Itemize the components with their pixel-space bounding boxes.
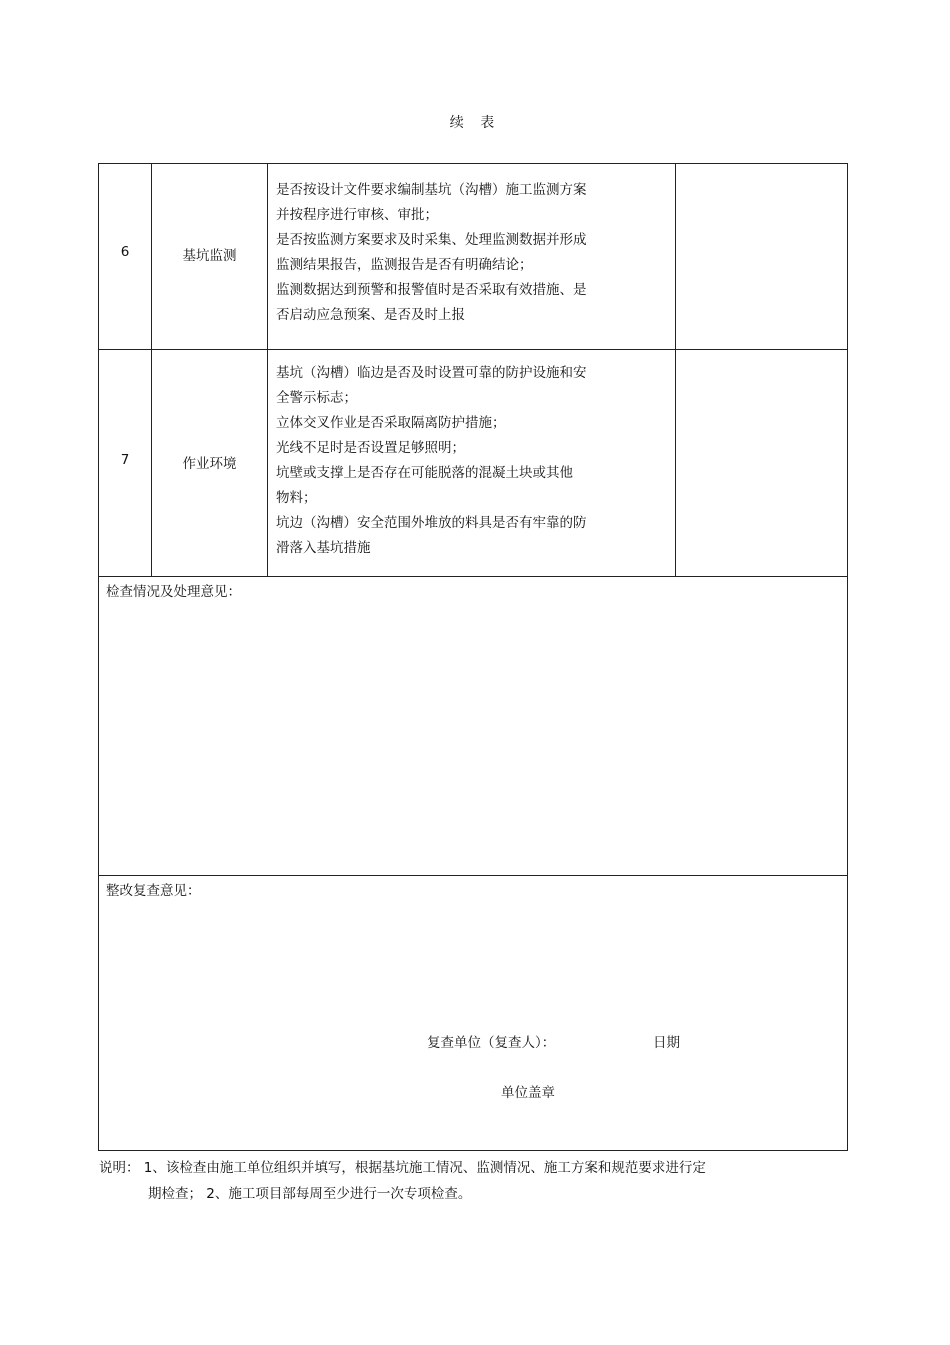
row-6-content-line: 是否按设计文件要求编制基坑（沟槽）施工监测方案 [276, 182, 587, 198]
inspection-table [98, 163, 848, 1151]
footnote-line-2: 期检查； 2、施工项目部每周至少进行一次专项检查。 [148, 1186, 472, 1202]
row-7-content-line: 全警示标志； [276, 390, 357, 406]
review-unit-label: 复查单位（复查人）： [427, 1035, 556, 1051]
row-divider-7-opinion [98, 576, 848, 577]
row-6-content-line: 否启动应急预案、是否及时上报 [276, 307, 465, 323]
row-7-content [276, 361, 676, 561]
inspection-opinion-label: 检查情况及处理意见： [106, 584, 241, 600]
row-7-content-line: 坑壁或支撑上是否存在可能脱落的混凝土块或其他 [276, 465, 573, 481]
row-6-result[interactable] [676, 163, 847, 349]
table-border-right [847, 163, 848, 1151]
date-label: 日期 [653, 1035, 680, 1051]
page-title: 续 表 [449, 115, 501, 131]
rectification-review-label: 整改复查意见： [106, 883, 201, 899]
row-7-content-line: 立体交叉作业是否采取隔离防护措施； [276, 415, 506, 431]
footnote [99, 1155, 706, 1207]
row-7-item: 作业环境 [182, 456, 237, 472]
row-7-content-line: 光线不足时是否设置足够照明； [276, 440, 465, 456]
table-border-bottom [98, 1150, 848, 1151]
row-7-content-line: 基坑（沟槽）临边是否及时设置可靠的防护设施和安 [276, 365, 587, 381]
row-6-content-line: 是否按监测方案要求及时采集、处理监测数据并形成 [276, 232, 587, 248]
unit-seal-label: 单位盖章 [501, 1085, 555, 1101]
row-6-item: 基坑监测 [182, 248, 237, 264]
row-6-content-line: 监测结果报告，监测报告是否有明确结论； [276, 257, 533, 273]
row-divider-opinion-rectification [98, 875, 848, 876]
row-7-content-line: 滑落入基坑措施 [276, 540, 371, 556]
row-6-number: 6 [120, 244, 130, 260]
row-7-number: 7 [120, 452, 130, 468]
footnote-line-1: 说明： 1、该检查由施工单位组织并填写，根据基坑施工情况、监测情况、施工方案和规范要求进行定 [99, 1160, 706, 1176]
row-6-content-line: 并按程序进行审核、审批； [276, 207, 438, 223]
row-6-content-line: 监测数据达到预警和报警值时是否采取有效措施、是 [276, 282, 587, 298]
column-divider-item [267, 163, 268, 577]
column-divider-number [151, 163, 152, 577]
row-7-content-line: 坑边（沟槽）安全范围外堆放的料具是否有牢靠的防 [276, 515, 587, 531]
row-7-content-line: 物料； [276, 490, 317, 506]
row-6-content [276, 178, 676, 328]
table-border-left [98, 163, 99, 1151]
row-7-result[interactable] [676, 350, 847, 576]
